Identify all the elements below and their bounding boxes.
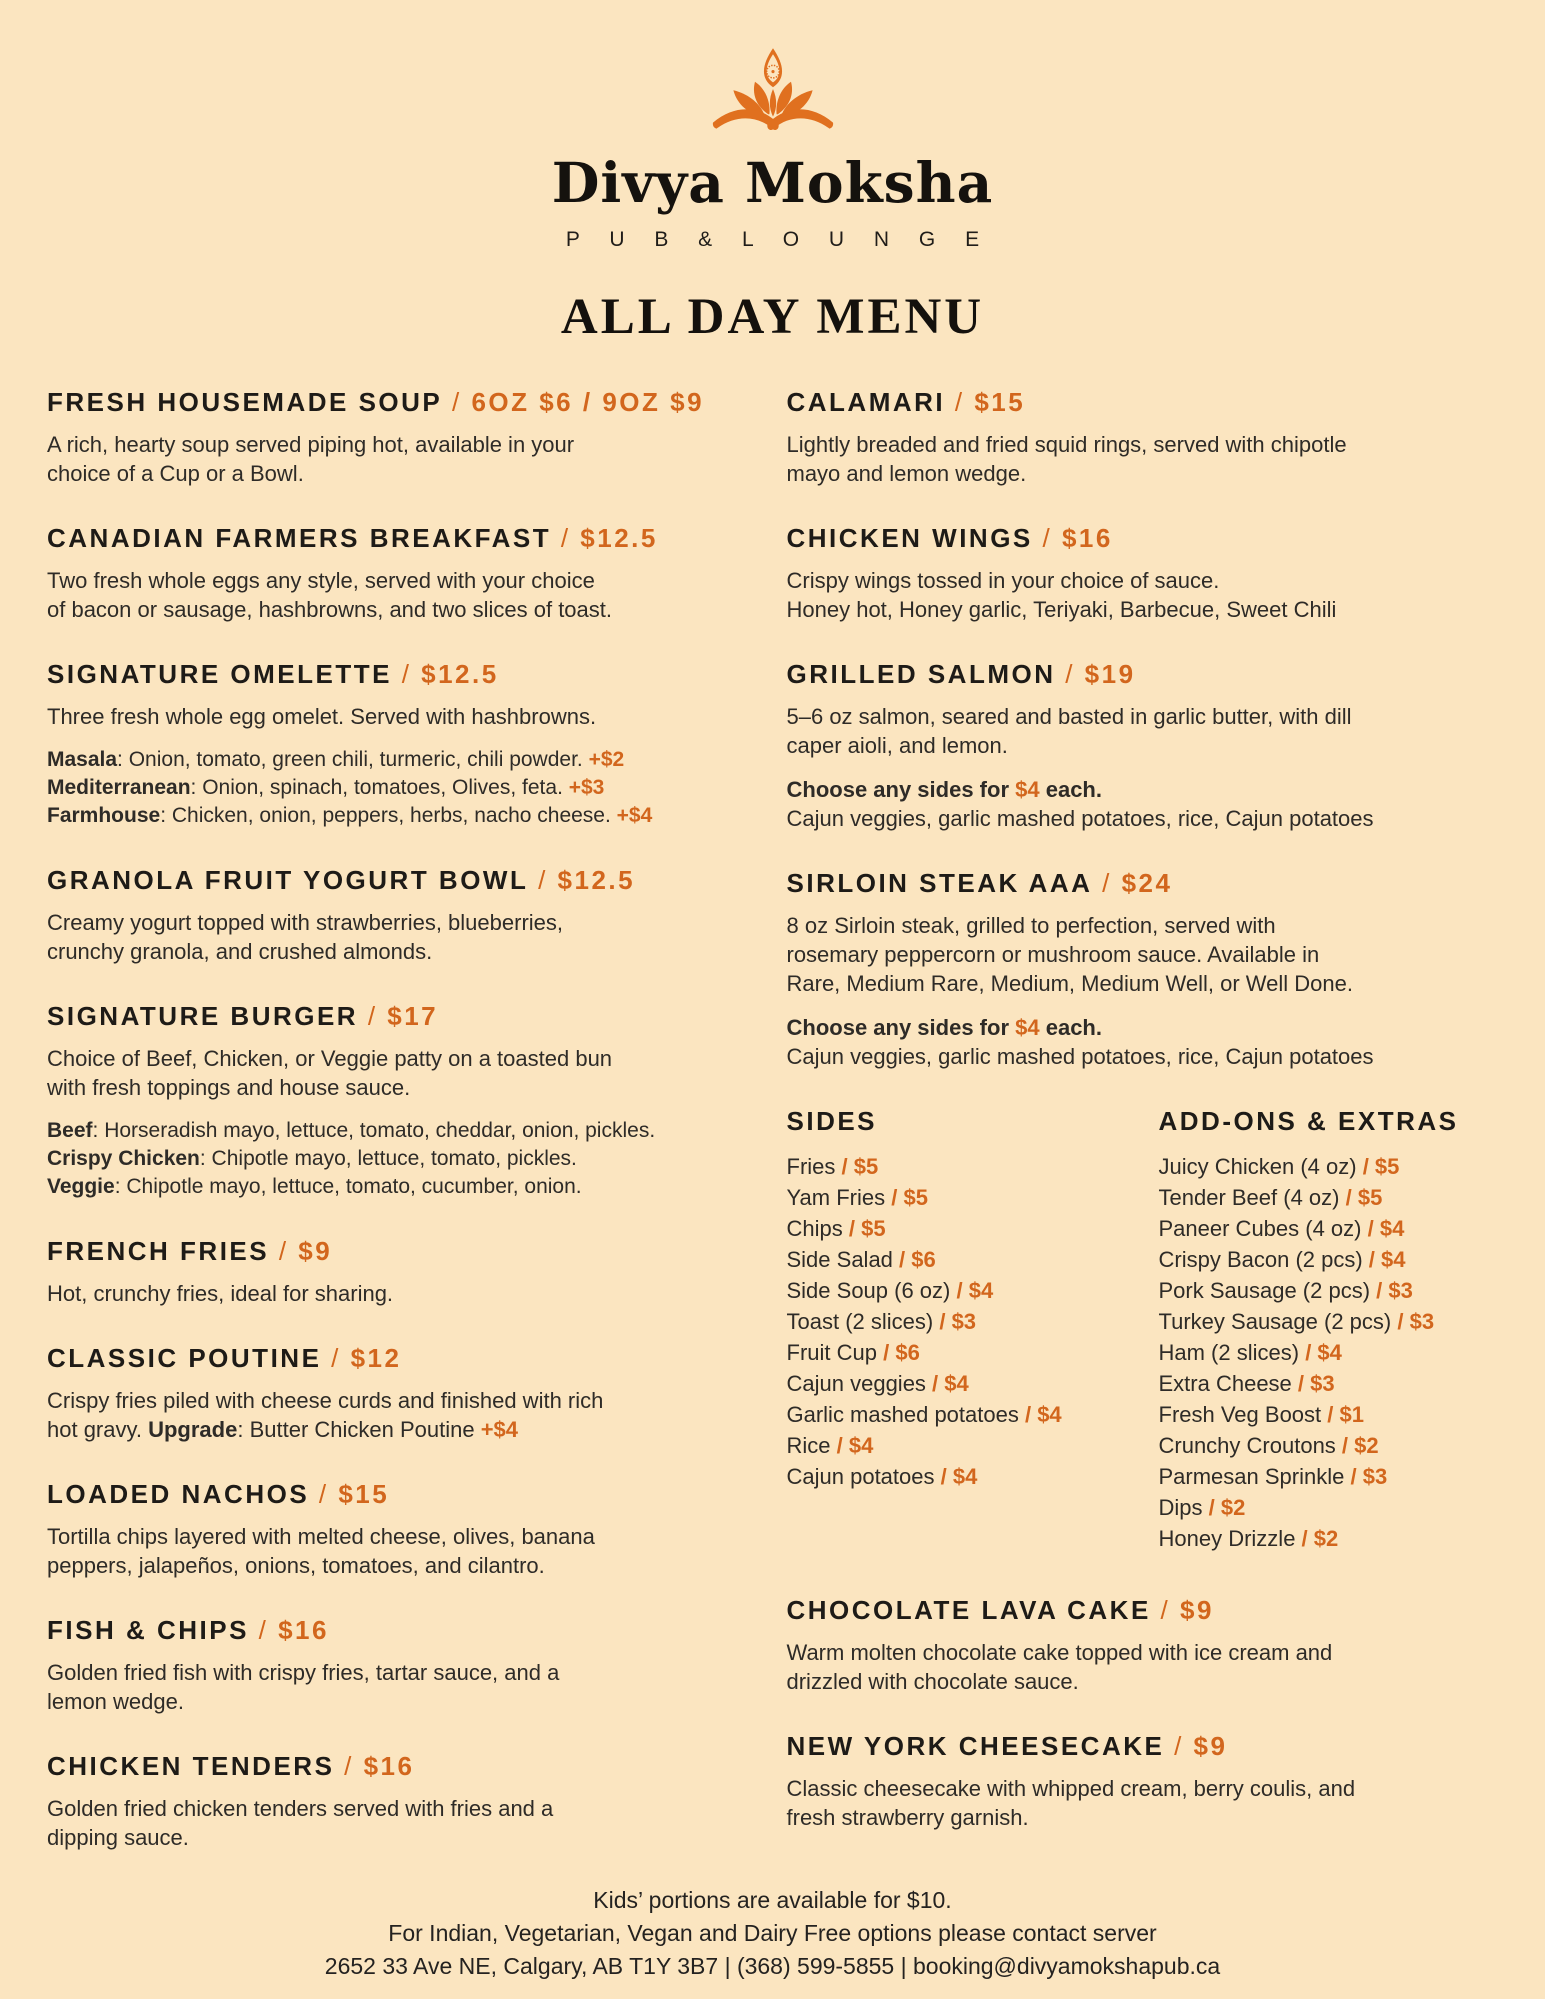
list-item-name: Fresh Veg Boost — [1158, 1401, 1322, 1427]
item-heading — [47, 864, 759, 896]
list-item-name: Parmesan Sprinkle — [1158, 1463, 1345, 1489]
price-separator: / — [1202, 1494, 1221, 1520]
text-segment: Choose any sides for — [786, 1014, 1016, 1040]
text-segment: : Horseradish mayo, lettuce, tomato, cheddar, onion, pickles. — [92, 1118, 656, 1142]
list-item-price: $4 — [1379, 1215, 1405, 1241]
item-desc — [787, 702, 1499, 760]
list-item-price: $3 — [951, 1308, 977, 1334]
list-item — [787, 1399, 1159, 1430]
item-price: $9 — [298, 1235, 333, 1266]
text-segment: caper aioli, and lemon. — [786, 732, 1008, 758]
list-item-name: Side Salad — [786, 1246, 893, 1272]
text-segment: 8 oz Sirloin steak, grilled to perfection, served with — [786, 912, 1276, 938]
menu-footer — [0, 1884, 1545, 1983]
text-segment: Crispy wings tossed in your choice of sauce. — [786, 567, 1220, 593]
text-segment: +$2 — [588, 747, 625, 771]
item-price: $9 — [1179, 1594, 1214, 1625]
text-segment: dipping sauce. — [47, 1824, 189, 1850]
text-segment: Creamy yogurt topped with strawberries, blueberries, — [47, 909, 564, 935]
list-item-price: $5 — [1357, 1184, 1383, 1210]
list-item — [787, 1368, 1159, 1399]
price-separator: / — [876, 1339, 896, 1365]
price-separator: / — [1032, 522, 1062, 553]
list-item-price: $4 — [944, 1370, 969, 1396]
item-name: FRENCH FRIES — [47, 1235, 270, 1266]
list-item — [1159, 1337, 1499, 1368]
price-separator: / — [309, 1478, 339, 1509]
text-segment: Golden fried chicken tenders served with fries and a — [47, 1795, 554, 1821]
menu-column-left — [47, 386, 759, 1886]
item-price: $24 — [1121, 867, 1173, 898]
list-item — [1159, 1275, 1499, 1306]
price-separator: / — [925, 1370, 945, 1396]
item-heading — [47, 1614, 759, 1646]
list-item-name: Paneer Cubes (4 oz) — [1158, 1215, 1362, 1241]
item-heading — [787, 867, 1499, 899]
text-segment: drizzled with chocolate sauce. — [786, 1668, 1079, 1694]
text-segment: mayo and lemon wedge. — [786, 460, 1027, 486]
price-separator: / — [391, 658, 422, 689]
text-segment: : Onion, tomato, green chili, turmeric, chili powder. — [117, 747, 589, 771]
list-item-price: $2 — [1354, 1432, 1379, 1458]
price-separator: / — [358, 1000, 388, 1031]
item-heading — [787, 1730, 1499, 1762]
item-name: CLASSIC POUTINE — [47, 1342, 322, 1373]
item-desc — [47, 566, 759, 624]
brand-name: Divya Moksha — [551, 150, 994, 215]
item-name: CHOCOLATE LAVA CAKE — [786, 1594, 1151, 1625]
item-note — [787, 1013, 1499, 1071]
price-separator: / — [248, 1614, 279, 1645]
item-variants — [47, 746, 759, 830]
text-segment: each. — [1039, 776, 1102, 802]
item-price: $16 — [1061, 522, 1113, 553]
item-name: GRANOLA FRUIT YOGURT BOWL — [47, 864, 529, 895]
list-item-name: Toast (2 slices) — [786, 1308, 934, 1334]
list-item-price: $2 — [1313, 1525, 1339, 1551]
text-segment: $4 — [1015, 1014, 1040, 1040]
price-separator: / — [950, 1277, 969, 1303]
item-heading — [47, 658, 759, 690]
text-segment: : Butter Chicken Poutine — [237, 1416, 481, 1442]
addons-list — [1159, 1151, 1499, 1554]
item-heading — [787, 658, 1499, 690]
text-segment: Masala — [47, 747, 118, 771]
list-item — [787, 1151, 1159, 1182]
item-name: LOADED NACHOS — [47, 1478, 310, 1509]
price-separator: / — [334, 1750, 364, 1781]
text-segment: Crispy Chicken — [47, 1146, 200, 1170]
text-segment: lemon wedge. — [47, 1688, 184, 1714]
item-name: FISH & CHIPS — [47, 1614, 249, 1645]
price-separator: / — [1291, 1370, 1311, 1396]
price-separator: / — [885, 1184, 904, 1210]
item-price: $19 — [1084, 658, 1136, 689]
item-heading — [47, 386, 759, 418]
text-segment: : Chipotle mayo, lettuce, tomato, cucumber, onion. — [114, 1174, 582, 1198]
item-desc — [47, 702, 759, 731]
text-segment: Honey hot, Honey garlic, Teriyaki, Barbecue, Sweet Chili — [786, 596, 1337, 622]
list-item — [1159, 1182, 1499, 1213]
addons-section — [1159, 1105, 1499, 1554]
menu-item — [47, 864, 759, 966]
price-separator: / — [551, 522, 581, 553]
list-item — [787, 1337, 1159, 1368]
price-separator: / — [830, 1432, 849, 1458]
list-item-name: Juicy Chicken (4 oz) — [1158, 1153, 1357, 1179]
list-item-name: Tender Beef (4 oz) — [1158, 1184, 1340, 1210]
text-segment: : Chipotle mayo, lettuce, tomato, pickles. — [199, 1146, 577, 1170]
item-heading — [47, 1342, 759, 1374]
list-item-price: $3 — [1362, 1463, 1388, 1489]
item-name: FRESH HOUSEMADE SOUP — [47, 386, 443, 417]
footer-line: 2652 33 Ave NE, Calgary, AB T1Y 3B7 | (368) 599-5855 | booking@divyamokshapub.ca — [324, 1953, 1221, 1979]
sides-section — [787, 1105, 1159, 1554]
text-segment: Classic cheesecake with whipped cream, berry coulis, and — [786, 1775, 1356, 1801]
list-item — [1159, 1213, 1499, 1244]
item-desc — [47, 430, 759, 488]
list-item-price: $4 — [952, 1463, 978, 1489]
list-item-price: $3 — [1409, 1308, 1435, 1334]
menu-column-right — [787, 386, 1499, 1886]
item-name: CHICKEN TENDERS — [47, 1750, 335, 1781]
list-item — [1159, 1306, 1499, 1337]
item-heading — [47, 522, 759, 554]
item-price: $16 — [363, 1750, 415, 1781]
item-price: $12.5 — [580, 522, 658, 553]
list-item-price: $2 — [1220, 1494, 1246, 1520]
text-segment: Cajun veggies, garlic mashed potatoes, rice, Cajun potatoes — [786, 1043, 1374, 1069]
price-separator: / — [934, 1463, 953, 1489]
menu-item — [787, 658, 1499, 833]
section-title — [1159, 1105, 1499, 1137]
list-item-price: $6 — [911, 1246, 936, 1272]
item-desc — [47, 908, 759, 966]
text-segment: each. — [1039, 1014, 1102, 1040]
section-title — [787, 1105, 1159, 1137]
item-desc — [47, 1279, 759, 1308]
item-name: SIGNATURE OMELETTE — [47, 658, 392, 689]
item-name: SIRLOIN STEAK AAA — [786, 867, 1093, 898]
price-separator: / — [1018, 1401, 1038, 1427]
item-name: GRILLED SALMON — [786, 658, 1056, 689]
text-segment: Veggie — [47, 1174, 115, 1198]
list-item-name: Extra Cheese — [1158, 1370, 1292, 1396]
text-segment: Lightly breaded and fried squid rings, served with chipotle — [786, 431, 1347, 457]
menu-item — [47, 1000, 759, 1201]
item-heading — [47, 1750, 759, 1782]
item-price: $12.5 — [421, 658, 499, 689]
text-segment: Choice of Beef, Chicken, or Veggie patty on a toasted bun — [47, 1045, 613, 1071]
price-separator: / — [842, 1215, 862, 1241]
sides-addons-grid — [787, 1105, 1499, 1554]
price-separator: / — [1321, 1401, 1340, 1427]
item-desc — [787, 911, 1499, 998]
list-item — [1159, 1151, 1499, 1182]
list-item — [1159, 1523, 1499, 1554]
list-item — [787, 1213, 1159, 1244]
text-segment: Upgrade — [148, 1416, 238, 1442]
text-segment: Mediterranean — [47, 775, 191, 799]
list-item — [787, 1306, 1159, 1337]
sides-title: SIDES — [786, 1105, 878, 1136]
list-item-price: $1 — [1339, 1401, 1364, 1427]
lotus-flame-icon — [47, 46, 1498, 150]
list-item-price: $3 — [1388, 1277, 1413, 1303]
price-separator: / — [1344, 1463, 1363, 1489]
list-item-name: Fruit Cup — [786, 1339, 877, 1365]
list-item — [787, 1461, 1159, 1492]
list-item-name: Cajun veggies — [786, 1370, 926, 1396]
list-item-price: $4 — [968, 1277, 994, 1303]
item-price: $16 — [278, 1614, 329, 1645]
item-name: CALAMARI — [786, 386, 946, 417]
text-segment: +$3 — [568, 775, 605, 799]
text-segment: Two fresh whole eggs any style, served with your choice — [47, 567, 595, 593]
item-note — [787, 775, 1499, 833]
text-segment: Golden fried fish with crispy fries, tartar sauce, and a — [47, 1659, 560, 1685]
list-item — [787, 1182, 1159, 1213]
list-item-name: Side Soup (6 oz) — [786, 1277, 951, 1303]
price-separator: / — [1295, 1525, 1314, 1551]
menu-item — [47, 386, 759, 488]
item-heading — [787, 1594, 1499, 1626]
list-item — [1159, 1368, 1499, 1399]
menu-item — [47, 522, 759, 624]
list-item-name: Turkey Sausage (2 pcs) — [1158, 1308, 1392, 1334]
text-segment: of bacon or sausage, hashbrowns, and two slices of toast. — [47, 596, 612, 622]
text-segment: +$4 — [480, 1416, 519, 1442]
item-desc — [787, 430, 1499, 488]
text-segment: : Chicken, onion, peppers, herbs, nacho cheese. — [160, 803, 617, 827]
price-separator: / — [1335, 1432, 1355, 1458]
text-segment: crunchy granola, and crushed almonds. — [47, 938, 433, 964]
menu-item — [47, 1342, 759, 1444]
item-price: $15 — [338, 1478, 390, 1509]
item-name: CHICKEN WINGS — [786, 522, 1033, 553]
menu-grid — [47, 386, 1498, 1886]
menu-item — [787, 386, 1499, 488]
menu-item — [47, 1235, 759, 1308]
price-separator: / — [1361, 1215, 1380, 1241]
item-desc — [47, 1794, 759, 1852]
price-separator: / — [269, 1235, 299, 1266]
list-item — [1159, 1244, 1499, 1275]
item-price: $9 — [1193, 1730, 1228, 1761]
list-item-name: Ham (2 slices) — [1158, 1339, 1300, 1365]
text-segment: Rare, Medium Rare, Medium, Medium Well, or Well Done. — [786, 970, 1353, 996]
list-item-price: $5 — [853, 1153, 879, 1179]
list-item — [787, 1275, 1159, 1306]
text-segment: with fresh toppings and house sauce. — [47, 1074, 411, 1100]
list-item-price: $5 — [861, 1215, 886, 1241]
item-desc — [787, 1774, 1499, 1832]
item-heading — [47, 1478, 759, 1510]
item-heading — [787, 522, 1499, 554]
item-desc — [47, 1044, 759, 1102]
menu-item — [787, 522, 1499, 624]
item-desc — [47, 1522, 759, 1580]
menu-item — [787, 1594, 1499, 1696]
menu-header — [47, 0, 1498, 346]
text-segment: fresh strawberry garnish. — [786, 1804, 1029, 1830]
list-item-price: $3 — [1310, 1370, 1335, 1396]
text-segment: choice of a Cup or a Bowl. — [47, 460, 304, 486]
item-desc — [47, 1658, 759, 1716]
text-segment: Choose any sides for — [786, 776, 1016, 802]
price-separator: / — [1164, 1730, 1194, 1761]
text-segment: 5–6 oz salmon, seared and basted in garlic butter, with dill — [786, 703, 1352, 729]
list-item-price: $5 — [903, 1184, 928, 1210]
price-separator: / — [1339, 1184, 1358, 1210]
price-separator: / — [1092, 867, 1122, 898]
footer-line: Kids’ portions are available for $10. — [593, 1887, 952, 1913]
price-separator: / — [892, 1246, 912, 1272]
menu-item — [47, 1750, 759, 1852]
item-name: CANADIAN FARMERS BREAKFAST — [47, 522, 552, 553]
list-item-name: Dips — [1158, 1494, 1203, 1520]
price-separator: / — [1370, 1277, 1389, 1303]
price-separator: / — [1391, 1308, 1410, 1334]
price-separator: / — [1150, 1594, 1180, 1625]
list-item-price: $5 — [1374, 1153, 1400, 1179]
list-item — [1159, 1399, 1499, 1430]
list-item-price: $4 — [1317, 1339, 1342, 1365]
price-separator: / — [321, 1342, 351, 1373]
text-segment: Crispy fries piled with cheese curds and finished with rich — [47, 1387, 604, 1413]
item-price: $12.5 — [557, 864, 636, 895]
item-desc — [47, 1386, 759, 1444]
addons-title: ADD-ONS & EXTRAS — [1158, 1105, 1459, 1136]
text-segment: Tortilla chips layered with melted cheese, olives, banana — [47, 1523, 595, 1549]
list-item — [787, 1430, 1159, 1461]
menu-item — [787, 1730, 1499, 1832]
price-separator: / — [1362, 1246, 1382, 1272]
price-separator: / — [933, 1308, 952, 1334]
text-segment: Beef — [47, 1118, 93, 1142]
list-item — [1159, 1492, 1499, 1523]
item-name: NEW YORK CHEESECAKE — [786, 1730, 1165, 1761]
list-item-name: Chips — [786, 1215, 843, 1241]
list-item — [1159, 1430, 1499, 1461]
list-item-name: Crispy Bacon (2 pcs) — [1158, 1246, 1363, 1272]
page-title: ALL DAY MENU — [560, 288, 985, 345]
price-separator: / — [1055, 658, 1085, 689]
item-desc — [787, 566, 1499, 624]
list-item-name: Crunchy Croutons — [1158, 1432, 1336, 1458]
text-segment: Warm molten chocolate cake topped with ice cream and — [786, 1639, 1333, 1665]
menu-item — [47, 1614, 759, 1716]
menu-item — [47, 1478, 759, 1580]
item-heading — [787, 386, 1499, 418]
text-segment: rosemary peppercorn or mushroom sauce. Available in — [786, 941, 1320, 967]
price-separator: / — [528, 864, 558, 895]
list-item — [1159, 1461, 1499, 1492]
item-price: $15 — [974, 386, 1026, 417]
list-item-name: Rice — [786, 1432, 831, 1458]
list-item-price: $6 — [895, 1339, 920, 1365]
item-name: SIGNATURE BURGER — [47, 1000, 359, 1031]
price-separator: / — [1356, 1153, 1375, 1179]
item-price: 6OZ $6 / 9OZ $9 — [471, 386, 705, 417]
price-separator: / — [1299, 1339, 1318, 1365]
text-segment: $4 — [1015, 776, 1040, 802]
price-separator: / — [835, 1153, 854, 1179]
text-segment: Farmhouse — [47, 803, 161, 827]
item-price: $17 — [387, 1000, 439, 1031]
price-separator: / — [442, 386, 472, 417]
menu-item — [47, 658, 759, 830]
text-segment: Hot, crunchy fries, ideal for sharing. — [47, 1280, 394, 1306]
list-item-name: Garlic mashed potatoes — [786, 1401, 1019, 1427]
text-segment: peppers, jalapeños, onions, tomatoes, and cilantro. — [47, 1552, 545, 1578]
item-heading — [47, 1235, 759, 1267]
list-item-price: $4 — [1381, 1246, 1406, 1272]
text-segment: Three fresh whole egg omelet. Served with hashbrowns. — [47, 703, 597, 729]
brand-tagline: P U B & L O U N G E — [565, 227, 992, 251]
sides-list — [787, 1151, 1159, 1492]
footer-line: For Indian, Vegetarian, Vegan and Dairy Free options please contact server — [388, 1920, 1157, 1946]
list-item-name: Pork Sausage (2 pcs) — [1158, 1277, 1371, 1303]
list-item-price: $4 — [848, 1432, 874, 1458]
menu-item — [787, 867, 1499, 1071]
text-segment: Cajun veggies, garlic mashed potatoes, rice, Cajun potatoes — [786, 805, 1374, 831]
list-item-name: Cajun potatoes — [786, 1463, 935, 1489]
list-item-price: $4 — [1037, 1401, 1062, 1427]
item-desc — [787, 1638, 1499, 1696]
list-item-name: Fries — [786, 1153, 836, 1179]
list-item-name: Yam Fries — [786, 1184, 886, 1210]
text-segment: hot gravy. — [47, 1416, 149, 1442]
price-separator: / — [945, 386, 975, 417]
item-price: $12 — [350, 1342, 402, 1373]
item-variants — [47, 1117, 759, 1201]
text-segment: +$4 — [616, 803, 653, 827]
item-heading — [47, 1000, 759, 1032]
list-item-name: Honey Drizzle — [1158, 1525, 1296, 1551]
text-segment: : Onion, spinach, tomatoes, Olives, feta. — [190, 775, 569, 799]
list-item — [787, 1244, 1159, 1275]
text-segment: A rich, hearty soup served piping hot, available in your — [47, 431, 575, 457]
